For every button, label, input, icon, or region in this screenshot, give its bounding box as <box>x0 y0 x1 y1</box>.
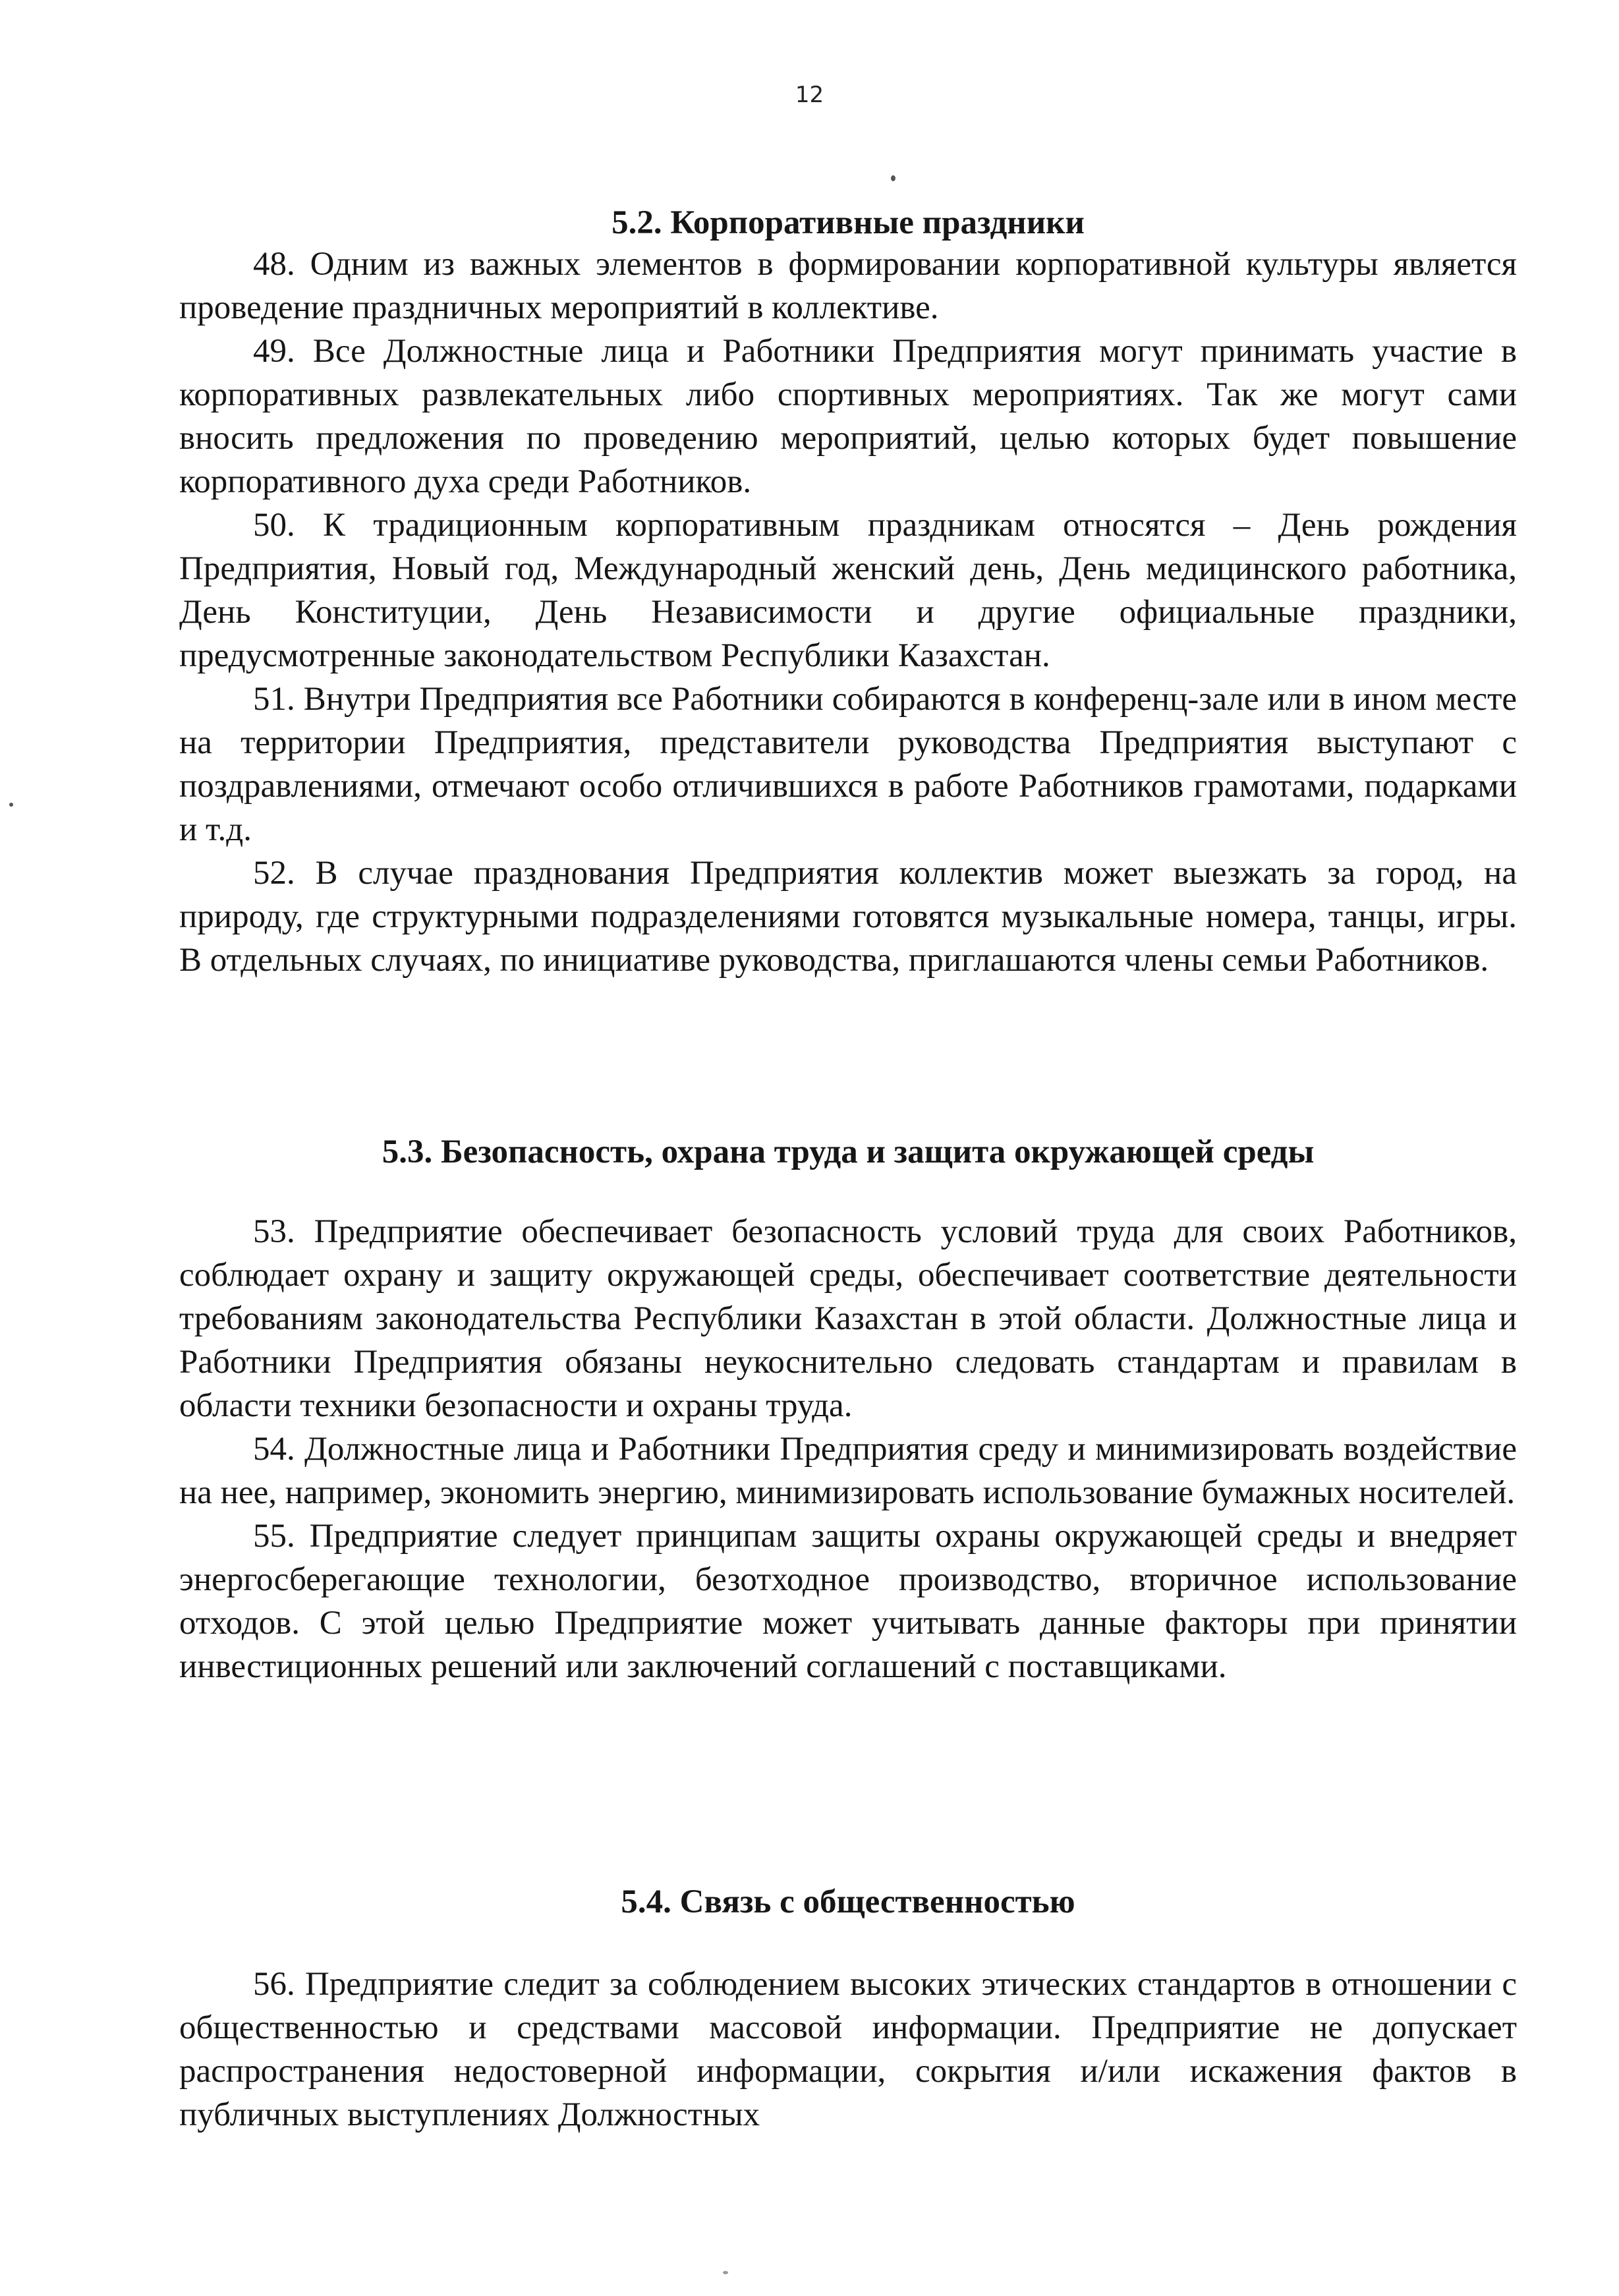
paragraph-53: 53. Предприятие обеспечивает безопасность условий труда для своих Работников, соблюдает охрану и защиту окружающей среды, обеспечивает соответствие деятельности требованиям законодательства Республики Казахстан в этой области. Должностные лица и Работники Предприятия обязаны неукоснительно следовать стандартам и правилам в области техники безопасности и охраны труда. <box>179 1213 1517 1424</box>
section-heading: 5.2. Корпоративные праздники <box>611 204 1085 241</box>
paragraph-48: 48. Одним из важных элементов в формировании корпоративной культуры является проведение праздничных мероприятий в коллективе. <box>179 246 1517 326</box>
section-safety-environment <box>179 1210 1517 1688</box>
paragraph-56: 56. Предприятие следит за соблюдением высоких этических стандартов в отношении с общественностью и средствами массовой информации. Предприятие не допускает распространения недостоверной информации, сокрытия и/или искажения фактов в публичных выступлениях Должностных <box>179 1966 1517 2133</box>
section-corporate-holidays <box>179 203 1517 982</box>
section-public-relations <box>179 1963 1517 2137</box>
paragraph-52: 52. В случае празднования Предприятия коллектив может выезжать за город, на природу, где структурными подразделениями готовятся музыкальные номера, танцы, игры. В отдельных случаях, по инициативе руководства, приглашаются члены семьи Работников. <box>179 855 1517 979</box>
section-heading: 5.4. Связь с общественностью <box>621 1883 1075 1920</box>
section-heading: 5.3. Безопасность, охрана труда и защита окружающей среды <box>382 1134 1315 1170</box>
section-public-relations-heading-block <box>179 1882 1517 1922</box>
section-safety-heading-block <box>179 1132 1517 1172</box>
paragraph-54: 54. Должностные лица и Работники Предприятия среду и минимизировать воздействие на нее, например, экономить энергию, минимизировать использование бумажных носителей. <box>179 1431 1517 1511</box>
paragraph-55: 55. Предприятие следует принципам защиты охраны окружающей среды и внедряет энергосберегающие технологии, безотходное производство, вторичное использование отходов. С этой целью Предприятие может учитывать данные факторы при принятии инвестиционных решений или заключений соглашений с поставщиками. <box>179 1518 1517 1685</box>
paragraph-49: 49. Все Должностные лица и Работники Предприятия могут принимать участие в корпоративных развлекательных либо спортивных мероприятиях. Так же могут сами вносить предложения по проведению мероприятий, целью которых будет повышение корпоративного духа среди Работников. <box>179 333 1517 500</box>
scan-speck <box>9 803 13 807</box>
paragraph-51: 51. Внутри Предприятия все Работники собираются в конференц-зале или в ином месте на территории Предприятия, представители руководства Предприятия выступают с поздравлениями, отмечают особо отличившихся в работе Работников грамотами, подарками и т.д. <box>179 681 1517 848</box>
paragraph-50: 50. К традиционным корпоративным праздникам относятся – День рождения Предприятия, Новый год, Международный женский день, День медицинского работника, День Конституции, День Независимости и другие официальные праздники, предусмотренные законодательством Республики Казахстан. <box>179 507 1517 674</box>
scan-speck <box>891 175 895 181</box>
scan-speck <box>723 2271 728 2274</box>
page-number: 12 <box>795 82 824 108</box>
